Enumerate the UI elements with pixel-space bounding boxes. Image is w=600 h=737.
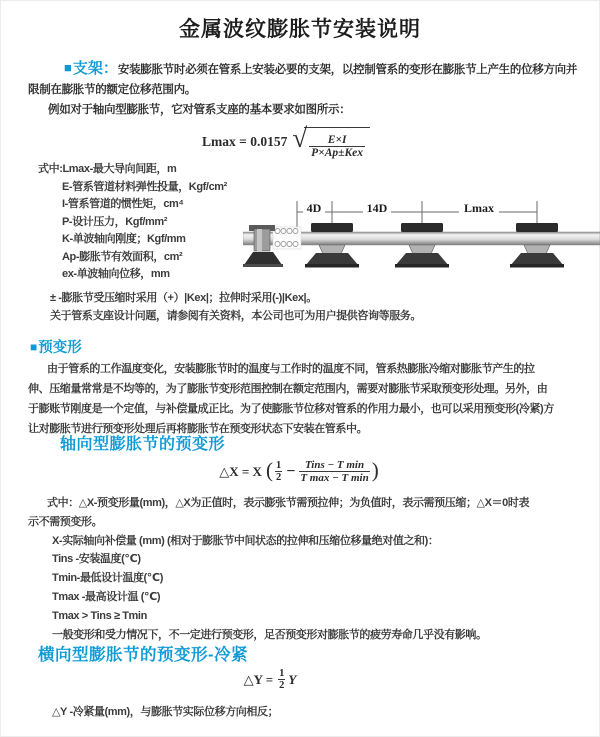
axial-item: Tmin-最低设计温度(℃) [52, 572, 163, 585]
section-square-icon: ■ [30, 340, 38, 354]
half-fraction [275, 460, 282, 483]
lateral-note: △Y -冷紧量(mm)，与膨胀节实际位移方向相反； [52, 706, 279, 718]
half-denominator: 2 [279, 680, 285, 691]
lmax-formula-denominator: P×Ap±Kex [311, 147, 363, 159]
sqrt-sign: √ [292, 123, 308, 153]
page-title: 金属波纹膨胀节安装说明 [179, 18, 421, 41]
axial-line: 式中：△X-预变形量(mm)，△X为正值时，表示膨张节需预拉伸；为负值时，表示需预压缩；△X＝0时表 [47, 497, 530, 509]
half-denominator: 2 [275, 472, 282, 483]
definition-item: I-管系管道的惯性矩，cm⁴ [62, 198, 184, 210]
axial-item: X-实际轴向补偿量 (mm) (相对于膨胀节中间状态的拉伸和压缩位移量绝对值之和)： [52, 534, 439, 547]
dim-label-14d: 14D [366, 201, 388, 215]
predeform-paragraph [28, 359, 554, 439]
support-section-label: 支架： [72, 60, 118, 77]
axial-item: Tmax > Tins ≥ Tmin [52, 609, 147, 622]
service-note: 关于管系支座设计问题，请参阅有关资料，本公司也可为用户提供咨询等服务。 [50, 310, 421, 322]
close-paren: ) [371, 458, 379, 482]
lateral-formula-lhs: △Y = [243, 671, 274, 687]
half-numerator: 1 [279, 668, 285, 679]
half-fraction [278, 668, 285, 691]
bellows-icon [273, 227, 301, 249]
pm-note: ± -膨胀节受压缩时采用（+）|Kex|；拉伸时采用(-)|Kex|。 [50, 291, 317, 304]
support-section-line1 [28, 58, 577, 80]
support-text-1: 安装膨胀节时必须在管系上安装必要的支架，以控制管系的变形在膨胀节上产生的位移方向并 [117, 64, 578, 76]
minus-sign: − [286, 462, 296, 480]
open-paren: ( [265, 458, 273, 482]
radical [292, 124, 370, 159]
axial-item: Tins -安装温度(℃) [52, 553, 141, 566]
axial-formula-lhs: △X = X [219, 463, 262, 479]
temp-numerator: Tins − T min [304, 459, 365, 471]
lateral-section-heading: 横向型膨胀节的预变形-冷紧 [38, 646, 248, 664]
definition-item: E-管系管道材料弹性投量，Kgf/cm² [62, 180, 227, 193]
support-text-2: 限制在膨胀节的额定位移范围内。 [28, 84, 196, 96]
definition-item: P-设计压力，Kgf/mm² [62, 215, 168, 228]
definitions-intro: 式中:Lmax-最大导向间距，m [38, 163, 177, 175]
temperature-fraction [299, 459, 369, 484]
support-requirement-diagram [243, 196, 600, 280]
section-square-icon: ■ [64, 60, 72, 75]
axial-item: 一般变形和受力情况下，不一定进行预变形，足否预变形对膨胀节的疲劳寿命几乎没有影响。 [52, 628, 487, 641]
lateral-formula [0, 668, 540, 691]
predeform-line: 让对膨胀节进行预变形处理后再将膨胀节在预变形状态下安装在管系中。 [28, 423, 368, 435]
definition-item: K-单波轴向刚度；Kgf/mm [62, 233, 186, 245]
predeform-line: 由于管系的工作温度变化，安装膨胀节时的温度与工作时的温度不同，管系热膨胀冷缩对膨胀节产生的拉 [47, 363, 535, 375]
lmax-formula-numerator: E×I [327, 134, 347, 146]
dim-label-lmax: Lmax [464, 201, 494, 215]
axial-formula [0, 459, 600, 484]
predeform-section-heading [30, 336, 82, 357]
predeform-line: 伸、压缩量常常是不均等的，为了膨胀节变形范围控制在额定范围内，需要对膨胀节采取预变形处理。另外，由 [28, 383, 548, 395]
axial-line: 示不需预变形。 [28, 515, 103, 528]
support-text-3: 例如对于轴向型膨胀节，它对管系支座的基本要求如图所示： [48, 104, 351, 116]
axial-item: Tmax -最高设计温 (℃) [52, 590, 161, 603]
dim-label-4d: 4D [306, 201, 322, 215]
temp-denominator: T max − T min [300, 472, 369, 484]
axial-section-heading: 轴向型膨胀节的预变形 [60, 436, 226, 453]
half-numerator: 1 [275, 460, 282, 471]
definition-item: Ap-膨胀节有效面积，cm² [62, 250, 183, 263]
lmax-formula [0, 124, 600, 159]
definition-item: ex-单波轴向位移，mm [62, 268, 170, 280]
predeform-heading-text: 预变形 [38, 340, 82, 356]
predeform-line: 于膨账节刚度是一个定值，与补偿量成正比。为了使膨胀节位移对管系的作用力最小，也可以采用预变形(冷紧)方 [28, 403, 554, 415]
axial-body [28, 494, 529, 644]
lmax-formula-lhs: Lmax = 0.0157 [202, 133, 288, 149]
lateral-formula-rhs: Y [288, 671, 297, 687]
